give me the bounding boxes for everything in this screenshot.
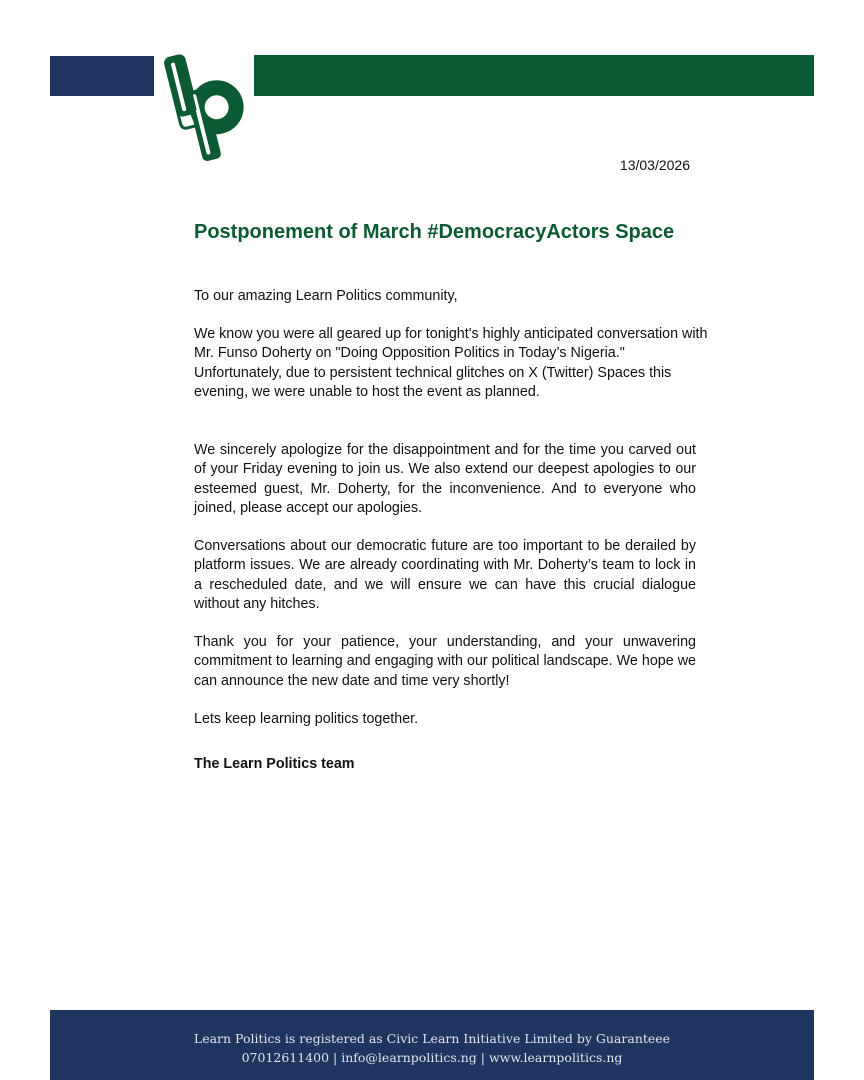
letter-title: Postponement of March #DemocracyActors Space [194, 221, 675, 243]
header-navy-bar [50, 56, 154, 96]
paragraph-3: Conversations about our democratic future are too important to be derailed by platform issues. We are already coordinating with Mr. Doherty’s team to lock in a rescheduled date, and we will ensure we can have this crucial dialogue without any hitches. [194, 538, 696, 612]
footer-contacts: 07012611400 | info@learnpolitics.ng | www.learnpolitics.ng [241, 1050, 623, 1065]
paragraph-4: Thank you for your patience, your understanding, and your unwavering commitment to learning and engaging with our political landscape. We hope we can announce the new date and time very shortly! [194, 634, 696, 689]
paragraph-2: We sincerely apologize for the disappointment and for the time you carved out of your Friday evening to join us. We also extend our deepest apologies to our esteemed guest, Mr. Doherty, for the inconvenience. And to everyone who joined, please accept our apologies. [194, 442, 696, 516]
header-green-bar [254, 55, 814, 96]
footer-bar [50, 1010, 814, 1080]
signature: The Learn Politics team [194, 756, 355, 772]
closing-line: Lets keep learning politics together. [194, 711, 419, 727]
letter-date: 13/03/2026 [619, 157, 690, 173]
learn-politics-logo [160, 48, 250, 164]
paragraph-1: We know you were all geared up for tonight's highly anticipated conversation with Mr. Funso Doherty on "Doing Opposition Politics in Today’s Nigeria." Unfortunately, due to persistent technical glitches on X (Twitter) Spaces this evening, we were unable to host the event as planned. [194, 326, 708, 400]
greeting: To our amazing Learn Politics community, [194, 288, 458, 304]
footer-registration: Learn Politics is registered as Civic Learn Initiative Limited by Guaranteee [193, 1031, 671, 1046]
